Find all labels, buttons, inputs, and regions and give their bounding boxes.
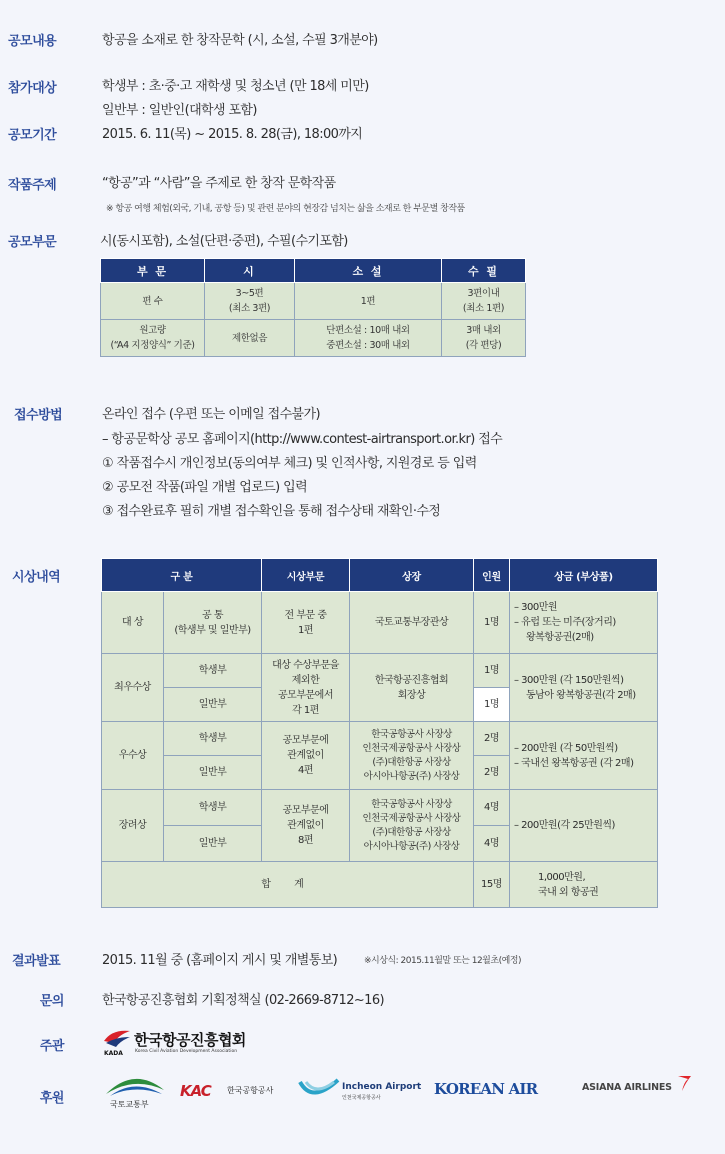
submit-line-5: ③ 접수완료후 필히 개별 접수확인을 통해 접수상태 재확인·수정 — [102, 504, 441, 519]
submit-line-1: 온라인 접수 (우편 또는 이메일 접수불가) — [102, 407, 320, 422]
award-best-field: 대상 수상부문을 제외한 공모부문에서 각 1편 — [262, 654, 350, 722]
kada-name-en: Korea Civil Aviation Development Association — [135, 1049, 238, 1054]
award-excellent-field: 공모부문에 관계없이 4편 — [262, 722, 350, 790]
genre-header-poem: 시 — [205, 259, 295, 283]
korean-air-name: KOREAN AIR — [434, 1080, 538, 1098]
award-merit-general: 일반부 — [164, 826, 262, 862]
genre-novel-length: 단편소설 : 10매 내외 중편소설 : 30매 내외 — [295, 320, 442, 357]
genre-poem-count: 3~5편 (최소 3편) — [205, 283, 295, 320]
award-best-count-student: 1명 — [474, 654, 510, 688]
award-header-division: 구 분 — [102, 559, 262, 592]
award-total-label: 합 계 — [102, 862, 474, 908]
award-grand-division: 공 통 (학생부 및 일반부) — [164, 592, 262, 654]
award-header-cert: 상장 — [350, 559, 474, 592]
label-sponsor: 후원 — [39, 1091, 64, 1106]
genre-header-essay: 수 필 — [442, 259, 526, 283]
award-excellent-count-student: 2명 — [474, 722, 510, 756]
label-target: 참가대상 — [8, 81, 57, 96]
award-grand-prize: – 300만원 – 유럽 또는 미주(장거리) 왕복항공권(2매) — [510, 592, 658, 654]
label-awards: 시상내역 — [12, 570, 61, 585]
korean-air-logo — [434, 1080, 568, 1100]
award-excellent-name: 우수상 — [102, 722, 164, 790]
kac-name: 한국공항공사 — [227, 1086, 274, 1095]
theme-text: “항공”과 “사람”을 주제로 한 창작 문학작품 — [102, 176, 336, 191]
molit-name: 국토교통부 — [110, 1100, 149, 1109]
genre-header-division: 부 문 — [101, 259, 205, 283]
contact-text: 한국항공진흥협회 기획정책실 (02-2669-8712~16) — [102, 993, 384, 1008]
result-note: ※시상식: 2015.11월말 또는 12월초(예정) — [364, 956, 521, 966]
incheon-name-ko: 인천국제공항공사 — [342, 1095, 381, 1101]
label-category: 공모부문 — [8, 235, 57, 250]
award-best-prize: – 300만원 (각 150만원씩) 동남아 왕복항공권(각 2매) — [510, 654, 658, 722]
incheon-name: Incheon Airport — [342, 1082, 422, 1092]
asiana-wing-icon — [676, 1074, 692, 1092]
award-merit-prize: – 200만원(각 25만원씩) — [510, 790, 658, 862]
genre-poem-length: 제한없음 — [205, 320, 295, 357]
submit-line-4: ② 공모전 작품(파일 개별 업로드) 입력 — [102, 480, 308, 495]
category-text: 시(동시포함), 소설(단편·중편), 수필(수기포함) — [100, 234, 348, 249]
award-grand-cert: 국토교통부장관상 — [350, 592, 474, 654]
award-header-prize: 상금 (부상품) — [510, 559, 658, 592]
award-excellent-cert: 한국공항공사 사장상 인천국제공항공사 사장상 (주)대한항공 사장상 아시아나항공(주) 사장상 — [350, 722, 474, 790]
award-best-count-general: 1명 — [474, 688, 510, 722]
incheon-logo — [298, 1076, 422, 1104]
award-merit-name: 장려상 — [102, 790, 164, 862]
result-text: 2015. 11월 중 (홈페이지 게시 및 개별통보) — [102, 953, 338, 968]
genre-row-count-label: 편 수 — [101, 283, 205, 320]
genre-essay-count: 3편이내 (최소 1편) — [442, 283, 526, 320]
award-excellent-student: 학생부 — [164, 722, 262, 756]
submit-line-3: ① 작품접수시 개인정보(동의여부 체크) 및 인적사항, 지원경로 등 입력 — [102, 456, 477, 471]
target-line-1: 학생부 : 초·중·고 재학생 및 청소년 (만 18세 미만) — [102, 79, 369, 94]
kada-emblem-icon — [102, 1027, 132, 1051]
content-text: 항공을 소재로 한 창작문학 (시, 소설, 수필 3개분야) — [102, 33, 378, 48]
award-merit-count-general: 4명 — [474, 826, 510, 862]
theme-note: ※ 항공 여행 체험(외국, 기내, 공항 등) 및 관련 분야의 현장감 넘치는 삶을 소재로 한 부문별 창작품 — [106, 204, 465, 214]
genre-table — [100, 258, 526, 357]
genre-essay-length: 3매 내외 (각 편당) — [442, 320, 526, 357]
award-table — [101, 558, 658, 908]
award-total-count: 15명 — [474, 862, 510, 908]
period-text: 2015. 6. 11(목) ~ 2015. 8. 28(금), 18:00까지 — [102, 127, 363, 142]
label-host: 주관 — [39, 1039, 64, 1054]
kada-logo — [102, 1027, 272, 1063]
award-total-prize: 1,000만원, 국내 외 항공권 — [510, 862, 658, 908]
award-header-count: 인원 — [474, 559, 510, 592]
award-merit-student: 학생부 — [164, 790, 262, 826]
target-line-2: 일반부 : 일반인(대학생 포함) — [102, 103, 257, 118]
award-best-cert: 한국항공진흥협회 회장상 — [350, 654, 474, 722]
award-best-student: 학생부 — [164, 654, 262, 688]
incheon-emblem-icon — [298, 1076, 340, 1102]
label-contact: 문의 — [39, 994, 64, 1009]
award-header-field: 시상부문 — [262, 559, 350, 592]
asiana-logo — [582, 1074, 694, 1100]
submit-line-2: – 항공문학상 공모 홈페이지(http://www.contest-airtransport.or.kr) 접수 — [102, 432, 503, 447]
asiana-name: ASIANA AIRLINES — [582, 1082, 672, 1093]
award-excellent-prize: – 200만원 (각 50만원씩) – 국내선 왕복항공권 (각 2매) — [510, 722, 658, 790]
kada-mark: KADA — [104, 1050, 123, 1057]
award-merit-count-student: 4명 — [474, 790, 510, 826]
award-grand-count: 1명 — [474, 592, 510, 654]
label-result: 결과발표 — [12, 954, 61, 969]
molit-logo — [104, 1072, 166, 1112]
label-submit: 접수방법 — [14, 408, 63, 423]
award-excellent-count-general: 2명 — [474, 756, 510, 790]
molit-emblem-icon — [104, 1072, 166, 1098]
label-theme: 작품주제 — [8, 178, 57, 193]
kac-mark: KAC — [180, 1082, 211, 1100]
award-grand-name: 대 상 — [102, 592, 164, 654]
kada-name: 한국항공진흥협회 — [134, 1031, 246, 1049]
award-best-general: 일반부 — [164, 688, 262, 722]
label-content: 공모내용 — [8, 34, 57, 49]
award-merit-cert: 한국공항공사 사장상 인천국제공항공사 사장상 (주)대한항공 사장상 아시아나항공(주) 사장상 — [350, 790, 474, 862]
kac-logo — [180, 1082, 292, 1102]
award-excellent-general: 일반부 — [164, 756, 262, 790]
award-best-name: 최우수상 — [102, 654, 164, 722]
genre-row-length-label: 원고량 (“A4 지정양식” 기준) — [101, 320, 205, 357]
award-merit-field: 공모부문에 관계없이 8편 — [262, 790, 350, 862]
genre-header-novel: 소 설 — [295, 259, 442, 283]
genre-novel-count: 1편 — [295, 283, 442, 320]
label-period: 공모기간 — [8, 128, 57, 143]
award-grand-field: 전 부문 중 1편 — [262, 592, 350, 654]
